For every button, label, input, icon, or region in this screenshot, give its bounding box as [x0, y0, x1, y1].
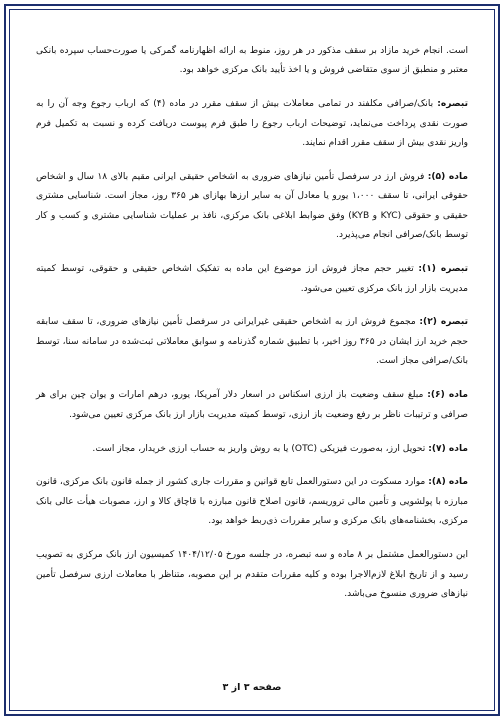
- paragraph-text: تغییر حجم مجاز فروش ارز موضوع این ماده به تفکیک اشخاص حقیقی و حقوقی، توسط کمیته مدیریت بازار ارز بانک مرکزی تعیین می‌شود.: [36, 264, 468, 294]
- paragraph-note-2: [36, 313, 468, 371]
- document-body: [36, 42, 468, 619]
- paragraph-continuation: [36, 42, 468, 81]
- paragraph-text: موارد مسکوت در این دستورالعمل تابع قوانین و مقررات جاری کشور از جمله قانون بانک مرکزی، قانون مبارزه با پولشویی و تأمین مالی تروریسم، قانون اصلاح قانون مبارزه با قاچاق کالا و ارز، مصوبات هیأت عالی بانک مرکزی، بخشنامه‌های بانک مرکزی و سایر مقررات ذی‌ربط خواهد بود.: [36, 477, 468, 527]
- paragraph-note: [36, 95, 468, 153]
- paragraph-label: تبصره (۲):: [419, 317, 468, 328]
- paragraph-label: ماده (۶):: [427, 390, 468, 401]
- paragraph-text: است. انجام خرید مازاد بر سقف مذکور در هر روز، منوط به ارائه اظهارنامه گمرکی یا صورت‌حساب سپرده بانکی معتبر و منطبق از سوی متقاضی فروش و یا اخذ تأیید بانک مرکزی خواهد بود.: [36, 46, 468, 76]
- paragraph-text: مجموع فروش ارز به اشخاص حقیقی غیرایرانی در سرفصل تأمین نیازهای ضروری، تا سقف سابقه حجم خرید ارز ایشان در ۳۶۵ روز اخیر، با تطبیق شماره گذرنامه و سوابق معاملاتی ثبت‌شده در سامانه سنا، توسط بانک/صرافی مجاز است.: [36, 317, 469, 367]
- paragraph-text: بانک/صرافی مکلفند در تمامی معاملات بیش از سقف مقرر در ماده (۴) که ارباب رجوع وجه آن را به صورت نقدی پرداخت می‌نماید، توضیحات ارباب رجوع را طبق فرم پیوست دریافت کرده و نسبت به تکمیل فرم واریز نقدی بیش از سقف مقرر اقدام نمایند.: [36, 99, 468, 149]
- paragraph-article-8: [36, 473, 468, 531]
- paragraph-label: تبصره (۱):: [418, 264, 468, 275]
- paragraph-label: تبصره:: [437, 99, 468, 110]
- paragraph-article-7: [36, 440, 468, 459]
- paragraph-closing: [36, 546, 468, 604]
- paragraph-label: ماده (۵):: [427, 172, 469, 183]
- paragraph-text: این دستورالعمل مشتمل بر ۸ ماده و سه تبصره، در جلسه مورخ ۱۴۰۴/۱۲/۰۵ کمیسیون ارز بانک مرکزی به تصویب رسید و از تاریخ ابلاغ لازم‌الاجرا بوده و کلیه مقررات متقدم بر این مصوبه، متناظر با معاملات ارزی سرفصل تأمین نیازهای ضروری منسوخ می‌باشد.: [36, 550, 468, 599]
- paragraph-text: فروش ارز در سرفصل تأمین نیازهای ضروری به اشخاص حقیقی ایرانی مقیم بالای ۱۸ سال و اشخاص حقوقی ایرانی، تا سقف ۱،۰۰۰ یورو یا معادل آن به سایر ارزها بهازای هر ۳۶۵ روز، مجاز است. شناسایی مشتری حقیقی و حقوقی (KYC و KYB) وفق ضوابط ابلاغی بانک مرکزی، نافذ بر عملیات شناسایی مشتری و کسب و کار توسط بانک/صرافی انجام می‌پذیرد.: [36, 172, 468, 241]
- paragraph-text: تحویل ارز، به‌صورت فیزیکی (OTC) یا به روش واریز به حساب ارزی خریدار، مجاز است.: [92, 443, 429, 454]
- paragraph-label: ماده (۷):: [428, 443, 468, 454]
- page-number: صفحه ۳ از ۳: [222, 682, 282, 693]
- paragraph-article-6: [36, 386, 468, 425]
- paragraph-article-5: [36, 168, 468, 246]
- paragraph-label: ماده (۸):: [428, 477, 468, 488]
- paragraph-note-1: [36, 260, 468, 299]
- paragraph-text: مبلغ سقف وضعیت باز ارزی اسکناس در اسعار دلار آمریکا، یورو، درهم امارات و یوان چین برای هر صرافی و ترتیبات ناظر بر رفع وضعیت باز ارزی، توسط کمیته مدیریت بازار ارز بانک مرکزی تعیین می‌شود.: [36, 390, 468, 420]
